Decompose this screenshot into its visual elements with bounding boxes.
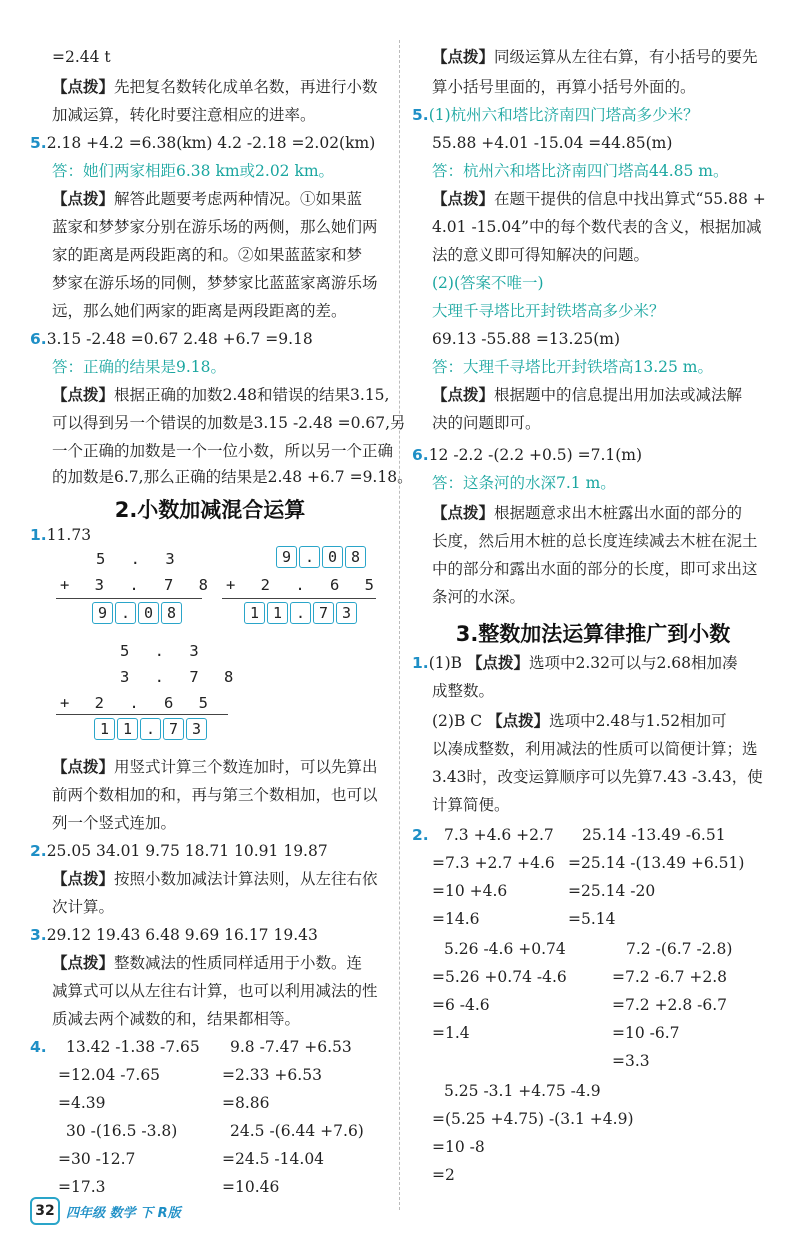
answer-line: 答：正确的结果是9.18。	[52, 358, 227, 376]
text-line: =2.44 t	[52, 48, 111, 66]
text-line: 以凑成整数，利用减法的性质可以简便计算；选	[432, 740, 758, 758]
answer-line: 大理千寻塔比开封铁塔高多少米？	[432, 302, 665, 320]
calc-step: =8.86	[222, 1094, 270, 1112]
calc-step: 9.8 -7.47 +6.53	[230, 1038, 352, 1056]
vertical-calc-row: 9 . 0 8	[276, 546, 368, 568]
calc-step: =6 -4.6	[432, 996, 490, 1014]
calc-step: =24.5 -14.04	[222, 1150, 325, 1168]
tip-line: 【点拨】根据正确的加数2.48和错误的结果3.15,	[52, 386, 390, 404]
calc-step: 13.42 -1.38 -7.65	[66, 1038, 200, 1056]
calc-step: =10 -8	[432, 1138, 485, 1156]
text-line: 算小括号里面的，再算小括号外面的。	[432, 78, 696, 96]
tip-line: (2)B C 【点拨】选项中2.48与1.52相加可	[432, 712, 727, 730]
book-brand: 四年级 数学 下 R版	[66, 1205, 181, 1221]
text-line: 一个正确的加数是一个一位小数，所以另一个正确	[52, 442, 394, 460]
calc-step: =5.26 +0.74 -4.6	[432, 968, 567, 986]
answer-line: (2)(答案不唯一)	[432, 274, 544, 292]
calc-step: 5.25 -3.1 +4.75 -4.9	[444, 1082, 601, 1100]
tip-line: 【点拨】按照小数加减法计算法则，从左往右依	[52, 870, 378, 888]
text-line: 次计算。	[52, 898, 115, 916]
problem-2: 2.	[412, 826, 429, 844]
tip-line: 【点拨】解答此题要考虑两种情况。①如果蓝	[52, 190, 363, 208]
text-line: 3.43时，改变运算顺序可以先算7.43 -3.43，使	[432, 768, 763, 786]
text-line: 列一个竖式连加。	[52, 814, 177, 832]
page-number: 32	[30, 1197, 60, 1225]
tip-line: 【点拨】先把复名数转化成单名数，再进行小数	[52, 78, 378, 96]
calc-step: =10.46	[222, 1178, 280, 1196]
vertical-calc-row: 5 . 3	[120, 642, 207, 660]
vertical-calc-result: 1 1 . 7 3	[94, 718, 209, 740]
problem-6: 6.3.15 -2.48 =0.67 2.48 +6.7 =9.18	[30, 330, 313, 348]
problem-1: 1.(1)B 【点拨】选项中2.32可以与2.68相加凑	[412, 654, 738, 672]
text-line: 梦家在游乐场的同侧，梦梦家比蓝蓝家离游乐场	[52, 274, 378, 292]
calc-step: =17.3	[58, 1178, 106, 1196]
calc-step: =7.3 +2.7 +4.6	[432, 854, 555, 872]
calc-step: 25.14 -13.49 -6.51	[582, 826, 726, 844]
calc-rule	[222, 598, 376, 599]
calc-step: =5.14	[568, 910, 616, 928]
answer-line: 答：这条河的水深7.1 m。	[432, 474, 616, 492]
tip-line: 【点拨】在题干提供的信息中找出算式“55.88 +	[432, 190, 766, 208]
page-footer	[30, 1198, 181, 1224]
vertical-calc-row: + 3 . 7 8	[60, 576, 216, 594]
problem-5: 5.(1)杭州六和塔比济南四门塔高多少米？	[412, 106, 699, 124]
calc-step: =1.4	[432, 1024, 470, 1042]
calc-step: 7.2 -(6.7 -2.8)	[626, 940, 733, 958]
text-line: 决的问题即可。	[432, 414, 541, 432]
problem-6: 6.12 -2.2 -(2.2 +0.5) =7.1(m)	[412, 446, 643, 464]
section-title: 2.小数加减混合运算	[114, 498, 306, 522]
text-line: 减算式可以从左往右计算，也可以利用减法的性	[52, 982, 378, 1000]
text-line: 成整数。	[432, 682, 495, 700]
vertical-calc-row: 5 . 3	[96, 550, 183, 568]
calc-step: 7.3 +4.6 +2.7	[444, 826, 554, 844]
text-line: 远，那么她们两家的距离是两段距离的差。	[52, 302, 347, 320]
vertical-calc-result: 1 1 . 7 3	[244, 602, 359, 624]
text-line: 质减去两个减数的和，结果都相等。	[52, 1010, 301, 1028]
problem-3: 3.29.12 19.43 6.48 9.69 16.17 19.43	[30, 926, 318, 944]
tip-line: 【点拨】同级运算从左往右算，有小括号的要先	[432, 48, 758, 66]
calc-step: =30 -12.7	[58, 1150, 136, 1168]
problem-4: 4.	[30, 1038, 47, 1056]
tip-line: 【点拨】整数减法的性质同样适用于小数。连	[52, 954, 363, 972]
calc-rule	[56, 714, 228, 715]
calc-rule	[56, 598, 202, 599]
calc-step: =7.2 -6.7 +2.8	[612, 968, 728, 986]
answer-line: 答：杭州六和塔比济南四门塔高44.85 m。	[432, 162, 729, 180]
calc-step: 30 -(16.5 -3.8)	[66, 1122, 178, 1140]
text-line: 法的意义即可得知解决的问题。	[432, 246, 650, 264]
text-line: 的加数是6.7,那么正确的结果是2.48 +6.7 =9.18。	[52, 468, 413, 486]
text-line: 加减运算，转化时要注意相应的进率。	[52, 106, 316, 124]
text-line: 前两个数相加的和，再与第三个数相加，也可以	[52, 786, 378, 804]
text-line: 可以得到另一个错误的加数是3.15 -2.48 =0.67,另	[52, 414, 406, 432]
tip-line: 【点拨】根据题意求出木桩露出水面的部分的	[432, 504, 743, 522]
text-line: 蓝家和梦梦家分别在游乐场的两侧，那么她们两	[52, 218, 378, 236]
calc-step: =25.14 -(13.49 +6.51)	[568, 854, 745, 872]
calc-step: =2.33 +6.53	[222, 1066, 322, 1084]
answer-line: 答：大理千寻塔比开封铁塔高13.25 m。	[432, 358, 713, 376]
tip-label: 【点拨】	[52, 78, 115, 96]
text-line: 55.88 +4.01 -15.04 =44.85(m)	[432, 134, 673, 152]
text-line: 家的距离是两段距离的和。②如果蓝蓝家和梦	[52, 246, 363, 264]
section-title: 3.整数加法运算律推广到小数	[455, 622, 731, 646]
calc-step: =3.3	[612, 1052, 650, 1070]
text-line: 长度，然后用木桩的总长度连续减去木桩在泥土	[432, 532, 758, 550]
text-line: 条河的水深。	[432, 588, 526, 606]
column-divider	[399, 40, 400, 1210]
calc-step: =25.14 -20	[568, 882, 656, 900]
calc-step: =(5.25 +4.75) -(3.1 +4.9)	[432, 1110, 634, 1128]
calc-step: 5.26 -4.6 +0.74	[444, 940, 566, 958]
problem-1: 1.11.73	[30, 526, 92, 544]
vertical-calc-result: 9 . 0 8	[92, 602, 184, 624]
calc-step: =2	[432, 1166, 455, 1184]
calc-step: 24.5 -(6.44 +7.6)	[230, 1122, 364, 1140]
vertical-calc-row: + 2 . 6 5	[60, 694, 216, 712]
calc-step: =10 -6.7	[612, 1024, 680, 1042]
tip-line: 【点拨】根据题中的信息提出用加法或减法解	[432, 386, 743, 404]
calc-step: =10 +4.6	[432, 882, 508, 900]
calc-step: =14.6	[432, 910, 480, 928]
calc-step: =7.2 +2.8 -6.7	[612, 996, 728, 1014]
calc-step: =12.04 -7.65	[58, 1066, 161, 1084]
text-line: 计算简便。	[432, 796, 510, 814]
answer-line: 答：她们两家相距6.38 km或2.02 km。	[52, 162, 335, 180]
vertical-calc-row: 3 . 7 8	[120, 668, 242, 686]
problem-2: 2.25.05 34.01 9.75 18.71 10.91 19.87	[30, 842, 328, 860]
text-line: 69.13 -55.88 =13.25(m)	[432, 330, 620, 348]
text-line: 4.01 -15.04”中的每个数代表的含义，根据加减	[432, 218, 762, 236]
problem-5: 5.2.18 +4.2 =6.38(km) 4.2 -2.18 =2.02(km)	[30, 134, 376, 152]
calc-step: =4.39	[58, 1094, 106, 1112]
tip-line: 【点拨】用竖式计算三个数连加时，可以先算出	[52, 758, 378, 776]
text-line: 中的部分和露出水面的部分的长度，即可求出这	[432, 560, 758, 578]
vertical-calc-row: + 2 . 6 5	[226, 576, 382, 594]
